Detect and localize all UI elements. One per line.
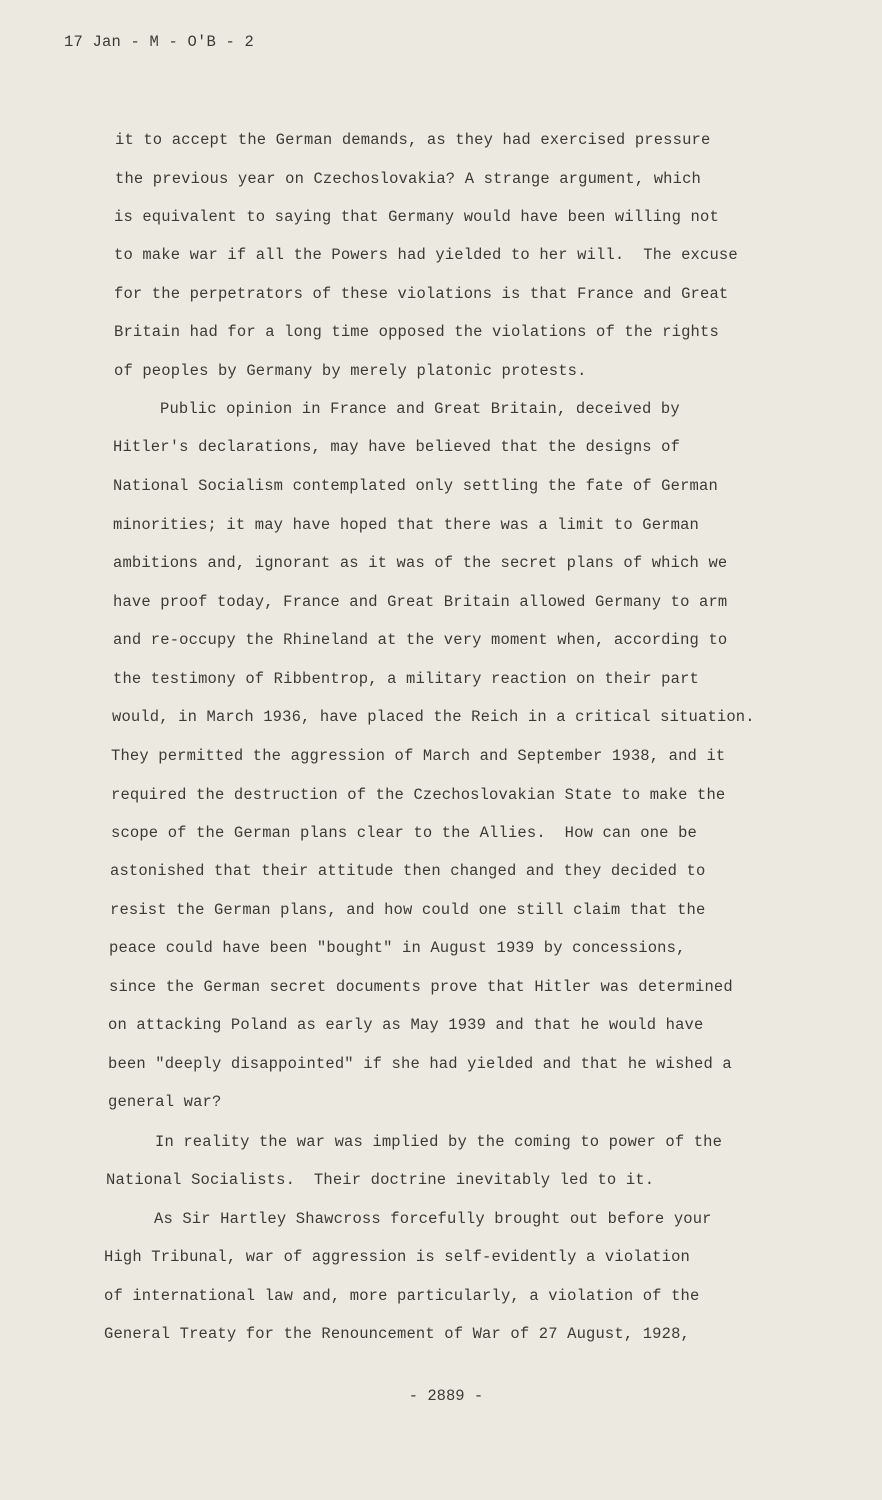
text-line: National Socialism contemplated only settling the fate of German — [113, 477, 718, 495]
text-line: the previous year on Czechoslovakia? A strange argument, which — [115, 170, 701, 188]
text-line: Public opinion in France and Great Britain, deceived by — [160, 400, 680, 418]
page-number: - 2889 - — [408, 1387, 484, 1405]
text-line: Britain had for a long time opposed the violations of the rights — [114, 323, 719, 341]
text-line: of peoples by Germany by merely platonic protests. — [114, 362, 587, 380]
text-line: National Socialists. Their doctrine inevitably led to it. — [106, 1171, 655, 1189]
text-line: resist the German plans, and how could one still claim that the — [110, 901, 706, 919]
text-line: been "deeply disappointed" if she had yielded and that he wished a — [108, 1055, 732, 1073]
text-line: They permitted the aggression of March and September 1938, and it — [111, 747, 726, 765]
text-line: it to accept the German demands, as they had exercised pressure — [115, 131, 711, 149]
text-line: and re-occupy the Rhineland at the very moment when, according to — [113, 631, 728, 649]
text-line: minorities; it may have hoped that there was a limit to German — [113, 516, 699, 534]
text-line: is equivalent to saying that Germany would have been willing not — [114, 208, 719, 226]
text-line: scope of the German plans clear to the Allies. How can one be — [111, 824, 697, 842]
text-line: since the German secret documents prove that Hitler was determined — [109, 978, 733, 996]
text-line: peace could have been "bought" in August 1939 by concessions, — [109, 939, 686, 957]
text-line: would, in March 1936, have placed the Reich in a critical situation. — [112, 708, 755, 726]
text-line: Hitler's declarations, may have believed that the designs of — [113, 438, 681, 456]
text-line: of international law and, more particularly, a violation of the — [104, 1287, 700, 1305]
text-line: As Sir Hartley Shawcross forcefully brought out before your — [154, 1210, 712, 1228]
text-line: the testimony of Ribbentrop, a military reaction on their part — [113, 670, 699, 688]
text-line: General Treaty for the Renouncement of War of 27 August, 1928, — [104, 1325, 690, 1343]
text-line: have proof today, France and Great Britain allowed Germany to arm — [113, 593, 728, 611]
text-line: High Tribunal, war of aggression is self-evidently a violation — [104, 1248, 690, 1266]
text-line: general war? — [108, 1093, 222, 1111]
text-line: to make war if all the Powers had yielded to her will. The excuse — [114, 246, 738, 264]
text-line: for the perpetrators of these violations is that France and Great — [114, 285, 729, 303]
text-line: In reality the war was implied by the coming to power of the — [155, 1133, 723, 1151]
text-line: astonished that their attitude then changed and they decided to — [110, 862, 706, 880]
text-line: on attacking Poland as early as May 1939 and that he would have — [108, 1016, 704, 1034]
page-header: 17 Jan - M - O'B - 2 — [64, 33, 255, 51]
text-line: ambitions and, ignorant as it was of the secret plans of which we — [113, 554, 728, 572]
text-line: required the destruction of the Czechoslovakian State to make the — [111, 786, 726, 804]
